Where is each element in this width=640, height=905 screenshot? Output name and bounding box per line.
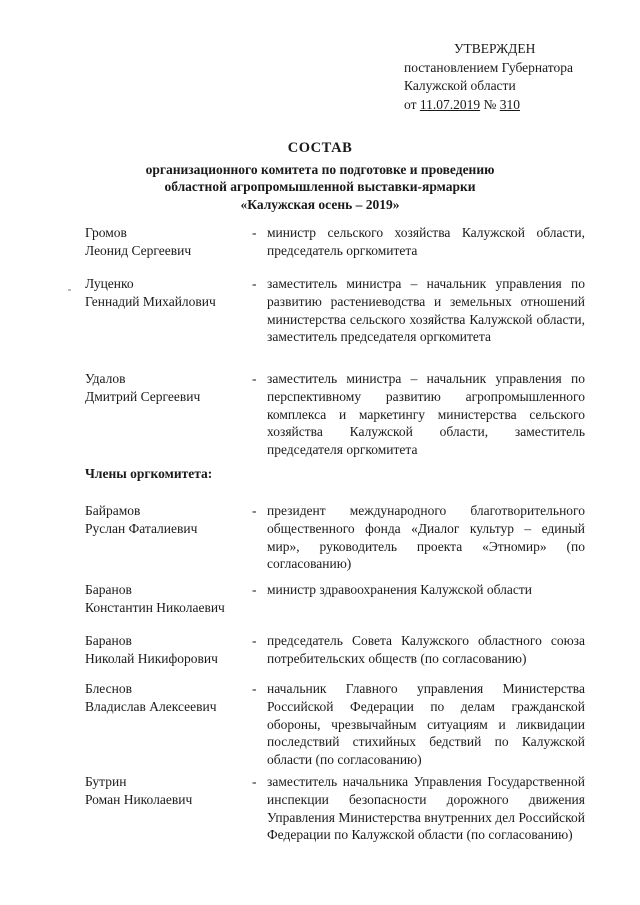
member-surname: Громов: [85, 225, 127, 240]
member-dash: -: [252, 225, 257, 240]
date-prefix: от: [404, 96, 417, 112]
document-title: [0, 140, 640, 213]
member-dash: -: [252, 276, 257, 291]
member-given-names: Владислав Алексеевич: [85, 698, 217, 714]
title-line-1: организационного комитета по подготовке и проведению: [145, 161, 495, 177]
member-role: начальник Главного управления Министерства Российской Федерации по делам гражданской обороны, чрезвычайным ситуациям и ликвидации последствий стихийных бедствий по Калужской области (по согласованию): [267, 681, 585, 768]
member-role: министр здравоохранения Калужской области: [267, 582, 532, 597]
approval-date: 11.07.2019: [419, 96, 481, 112]
title-line-3: «Калужская осень – 2019»: [240, 196, 400, 212]
member-given-names: Дмитрий Сергеевич: [85, 388, 201, 404]
number-prefix: №: [483, 96, 497, 112]
member-dash: -: [252, 503, 257, 518]
member-role: министр сельского хозяйства Калужской области, председатель оргкомитета: [267, 225, 585, 258]
member-dash: -: [252, 633, 257, 648]
member-surname: Баранов: [85, 633, 132, 648]
member-name: [85, 680, 250, 716]
member-given-names: Руслан Фаталиевич: [85, 520, 198, 536]
member-given-names: Геннадий Михайлович: [85, 293, 216, 309]
member-surname: Луценко: [85, 276, 134, 291]
member-role: президент международного благотворительного общественного фонда «Диалог культур – единый мир», руководитель проекта «Этномир» (по согласованию): [267, 503, 585, 572]
member-role: заместитель министра – начальник управления по развитию растениеводства и земельных отношений министерства сельского хозяйства Калужской области, заместитель председателя оргкомитета: [267, 276, 585, 345]
member-dash: -: [252, 582, 257, 597]
approval-line-2: Калужской области: [404, 78, 516, 93]
member-surname: Удалов: [85, 371, 126, 386]
member-name: [85, 224, 250, 260]
member-name: [85, 632, 250, 668]
member-surname: Баранов: [85, 582, 132, 597]
member-name: [85, 581, 250, 617]
title-heading: СОСТАВ: [287, 140, 353, 156]
members-section-heading: Члены оргкомитета:: [85, 466, 213, 481]
member-name: [85, 275, 250, 311]
member-surname: Бутрин: [85, 774, 127, 789]
member-role: председатель Совета Калужского областного союза потребительских обществ (по согласованию): [267, 633, 585, 666]
member-dash: -: [252, 774, 257, 789]
approval-date-line: [404, 96, 634, 115]
approval-number: 310: [499, 96, 520, 112]
member-given-names: Роман Николаевич: [85, 791, 193, 807]
margin-mark: [68, 289, 71, 291]
member-given-names: Леонид Сергеевич: [85, 242, 192, 258]
member-name: [85, 773, 250, 809]
title-line-2: областной агропромышленной выставки-ярмарки: [164, 179, 476, 194]
member-surname: Байрамов: [85, 503, 141, 518]
approval-heading: УТВЕРЖДЕН: [454, 41, 536, 56]
member-dash: -: [252, 681, 257, 696]
member-given-names: Николай Никифорович: [85, 650, 218, 666]
member-name: [85, 502, 250, 538]
member-role: заместитель начальника Управления Государственной инспекции безопасности дорожного движения Управления Министерства внутренних дел Российской Федерации по Калужской области (по согласованию): [267, 774, 585, 843]
member-surname: Блеснов: [85, 681, 132, 696]
approval-block: [404, 40, 634, 114]
member-given-names: Константин Николаевич: [85, 599, 225, 615]
member-name: [85, 370, 250, 406]
approval-line-1: постановлением Губернатора: [404, 59, 573, 75]
member-dash: -: [252, 371, 257, 386]
member-role: заместитель министра – начальник управления по перспективному развитию агропромышленного комплекса и маркетингу министерства сельского хозяйства Калужской области, заместитель председателя оргкомитета: [267, 371, 585, 458]
